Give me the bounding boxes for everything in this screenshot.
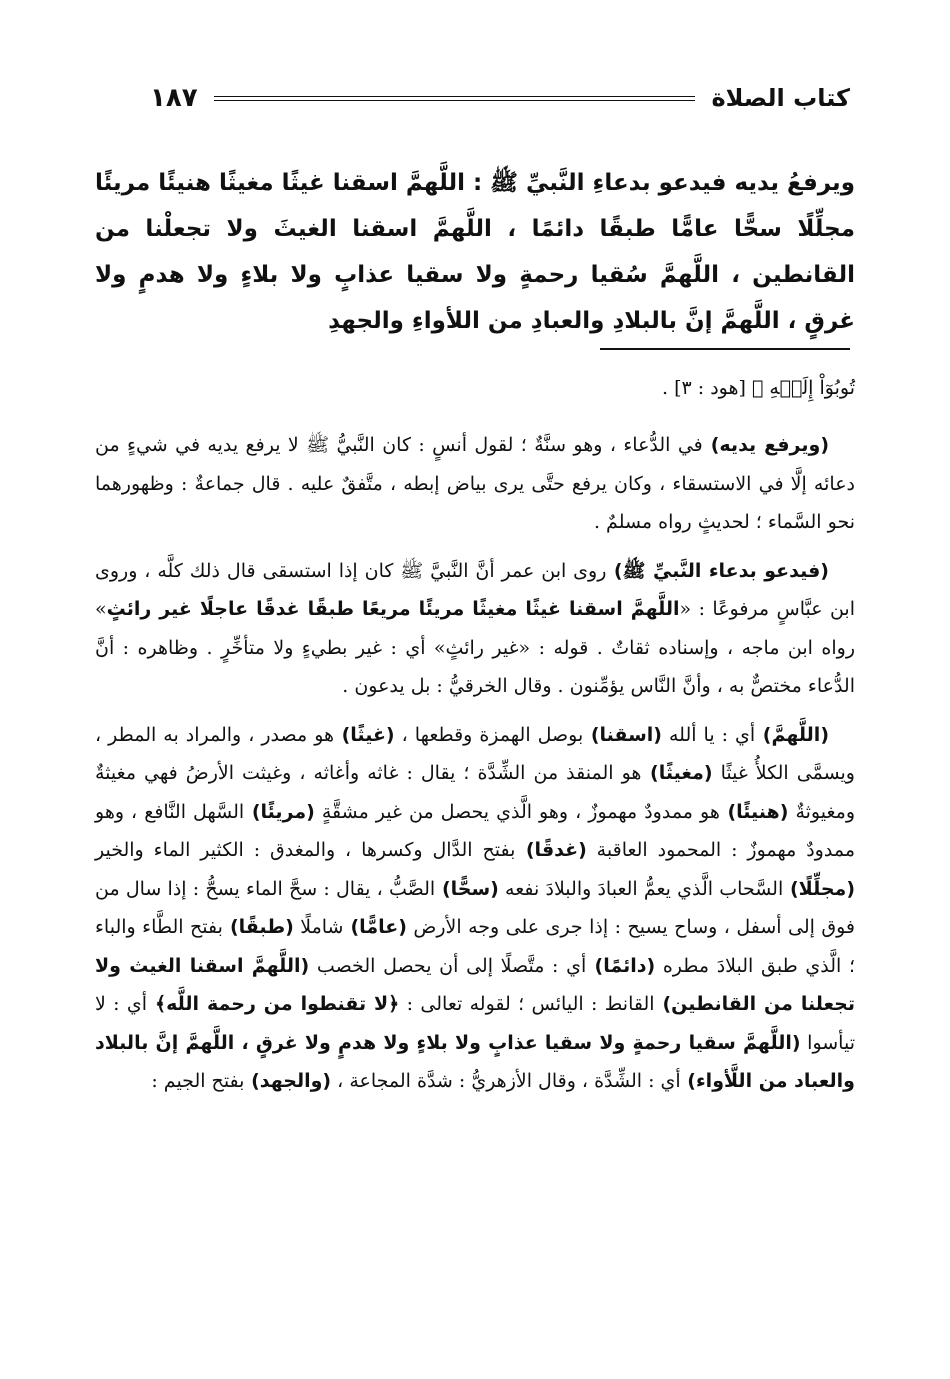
commentary-segment: السَّحاب الَّذي يعمُّ العبادَ والبلادَ نفعه xyxy=(498,877,784,900)
commentary-bold-segment: (مغيثًا) xyxy=(641,762,713,784)
commentary-bold-segment: (فيدعو بدعاء النَّبيِّ ﷺ) xyxy=(606,559,829,582)
commentary-bold-segment: (مريئًا) xyxy=(244,800,315,823)
running-title: كتاب الصلاة xyxy=(711,84,850,112)
commentary-bold-segment: (والجهد) xyxy=(244,1070,332,1092)
commentary-segment: بفتح الجيم : xyxy=(151,1070,245,1092)
page-number: ١٨٧ xyxy=(150,83,198,113)
commentary-bold-segment: (هنيئًا) xyxy=(719,800,789,823)
page-header xyxy=(150,78,850,118)
commentary-bold-segment: ﴿لا تقنطوا من رحمة اللَّه﴾ xyxy=(147,993,400,1015)
commentary-segment: بفتح الدَّال وكسرها ، والمغدق : الكثير الماء والخير xyxy=(95,839,516,861)
commentary-segment: أي : لا تيأسوا xyxy=(95,993,855,1054)
commentary-segment: بفتح الطَّاء والباء ؛ الَّذي طبق البلادَ مطره xyxy=(95,916,855,977)
footnote-divider xyxy=(600,348,850,350)
commentary-bold-segment: (ويرفع يديه) xyxy=(702,434,830,456)
commentary-bold-segment: (اللَّهمَّ) xyxy=(755,723,830,746)
commentary-bold-segment: (دائمًا) xyxy=(586,954,656,977)
commentary-paragraph xyxy=(95,552,855,706)
commentary-segment: بوصل الهمزة وقطعها ، xyxy=(394,723,584,746)
commentary-segment: السَّهل النَّافع ، وهو ممدودٌ مهموزٌ : المحمود العاقبة xyxy=(95,800,855,861)
commentary-segment: الصَّبُّ ، يقال : سحَّ الماء يسحُّ : إذا سال من فوق إلى أسفل ، وساح يسيح : إذا جرى على وجه الأرض xyxy=(95,877,856,938)
footnote: تُوبُوٓاْ إِلَيۡهِ ﴾ [هود : ٣] . xyxy=(662,377,855,399)
commentary-segment: » رواه ابن ماجه ، وإسناده ثقاتٌ . قوله : «غير رائثٍ» أي : غير بطيءٍ ولا متأخِّرٍ . وظاهره : أنَّ الدُّعاء مختصٌّ به ، وأنَّ النَّاس يؤمِّنون . وقال الخرقيُّ : بل يدعون . xyxy=(95,598,855,697)
matn-text: ويرفعُ يديه فيدعو بدعاءِ النَّبيِّ ﷺ : اللَّهمَّ اسقنا غيثًا مغيثًا هنيئًا مريئًا مجلِّلًا سحًّا عامًّا طبقًا دائمًا ، اللَّهمَّ اسقنا الغيثَ ولا تجعلْنا من القانطين ، اللَّهمَّ سُقيا رحمةٍ ولا سقيا عذابٍ ولا بلاءٍ ولا هدمٍ ولا غرقٍ ، اللَّهمَّ إنَّ بالبلادِ والعبادِ من اللأواءِ والجهدِ xyxy=(95,170,855,334)
commentary-segment: هو مصدر ، والمراد به المطر ، ويسمَّى الكلأُ غيثًا xyxy=(95,723,855,784)
commentary-segment: شاملًا xyxy=(293,916,344,938)
commentary-bold-segment: (غيثًا) xyxy=(334,723,395,746)
commentary-segment: أي : متَّصلًا إلى أن يحصل الخصب xyxy=(309,954,587,977)
commentary-segment: هو المنقذ من الشِّدَّة ؛ يقال : غاثه وأغاثه ، وغيثت الأرضُ فهي مغيثةٌ ومغيوثةٌ xyxy=(95,762,855,823)
commentary-segment: في الدُّعاء ، وهو سنَّةٌ ؛ لقول أنسٍ : كان النَّبيُّ ﷺ لا يرفع يديه في شيءٍ من دعائه إلَّا في الاستسقاء ، وكان يرفع حتَّى يرى بياض إبطه ، متَّفقٌ عليه . قال جماعةٌ : وظهورهما نحو السَّماء ؛ لحديثٍ رواه مسلمٌ . xyxy=(95,434,855,533)
commentary-bold-segment: (طبقًا) xyxy=(222,916,294,938)
commentary-bold-segment: (اللَّهمَّ اسقنا الغيث ولا تجعلنا من القانطين) xyxy=(95,954,856,1015)
commentary-paragraph xyxy=(95,426,855,542)
commentary-bold-segment: اللَّهمَّ اسقنا غيثًا مغيثًا مريئًا مريعًا طبقًا غدقًا عاجلًا غير رائثٍ xyxy=(106,598,680,620)
commentary-segment: هو ممدودٌ مهموزٌ ، وهو الَّذي يحصل من غير مشقَّةٍ xyxy=(314,800,720,823)
commentary-segment: أي : يا ألله xyxy=(661,723,756,746)
commentary-segment: القانط : اليائس ؛ لقوله تعالى : xyxy=(399,993,655,1015)
commentary xyxy=(95,426,855,1111)
commentary-bold-segment: (اللَّهمَّ سقيا رحمةٍ ولا سقيا عذابٍ ولا بلاءٍ ولا هدمٍ ولا غرقٍ ، اللَّهمَّ إنَّ بالبلاد والعباد من اللَّأواء) xyxy=(95,1031,855,1092)
commentary-paragraph xyxy=(95,716,855,1101)
header-rule xyxy=(214,96,696,101)
commentary-bold-segment: (اسقنا) xyxy=(583,723,662,746)
commentary-bold-segment: (مجلِّلًا) xyxy=(783,877,856,900)
commentary-segment: روى ابن عمر أنَّ النَّبيَّ ﷺ كان إذا استسقى قال ذلك كلَّه ، وروى ابن عبَّاسٍ مرفوعًا : « xyxy=(95,559,855,620)
commentary-bold-segment: (عامًّا) xyxy=(343,916,407,938)
commentary-bold-segment: (غدقًا) xyxy=(515,839,587,861)
commentary-bold-segment: (سحًّا) xyxy=(435,877,499,900)
commentary-segment: أي : الشِّدَّة ، وقال الأزهريُّ : شدَّة المجاعة ، xyxy=(331,1070,681,1092)
